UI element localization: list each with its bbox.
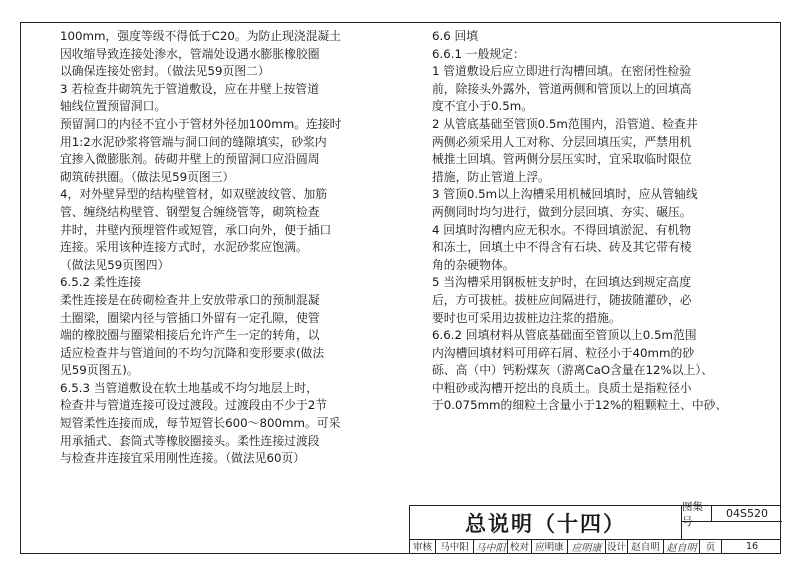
text-line: 2 从管底基础至管顶0.5m范围内，沿管道、检查井 bbox=[432, 116, 698, 131]
design-label: 设计 bbox=[606, 539, 628, 553]
text-line: 后，方可拔桩。拔桩应间隔进行，随拔随灌砂，必 bbox=[432, 292, 692, 307]
text-line: 要时也可采用边拔桩边注浆的措施。 bbox=[432, 310, 621, 325]
text-line: 短管柔性连接而成，每节短管长600～800mm。可采 bbox=[60, 416, 341, 431]
title-block bbox=[409, 500, 781, 554]
text-line: 械推土回填。管两侧分层压实时，宜采取临时限位 bbox=[432, 152, 692, 167]
text-line: 端的橡胶圈与圈梁相接后允许产生一定的转角，以 bbox=[60, 328, 320, 343]
text-line: 6.5.2 柔性连接 bbox=[60, 275, 141, 290]
review-label: 审核 bbox=[410, 539, 436, 553]
text-line: 砌筑砖拱圈。（做法见59页图三） bbox=[60, 169, 235, 184]
text-line: 宜掺入微膨胀剂。砖砌井壁上的预留洞口应沿圆周 bbox=[60, 152, 320, 167]
page-number: 16 bbox=[745, 540, 759, 552]
text-line: 4，对外壁异型的结构壁管材，如双壁波纹管、加筋 bbox=[60, 187, 328, 202]
text-line: 预留洞口的内径不宜小于管材外径加100mm。连接时 bbox=[60, 116, 342, 131]
text-line: 与检查井连接宜采用刚性连接。（做法见60页） bbox=[60, 451, 306, 466]
text-line: 4 回填时沟槽内应无积水。不得回填淤泥、有机物 bbox=[432, 222, 691, 237]
text-line: 前，除接头外露外，管道两侧和管顶以上的回填高 bbox=[432, 81, 692, 96]
text-line: 两侧同时均匀进行，做到分层回填、夯实、碾压。 bbox=[432, 204, 692, 219]
text-line: 轴线位置预留洞口。 bbox=[60, 99, 167, 114]
text-line: 柔性连接是在砖砌检查井上安放带承口的预制混凝 bbox=[60, 292, 320, 307]
text-line: 中粗砂或沟槽开挖出的良质土。良质土是指粒径小 bbox=[432, 380, 692, 395]
text-line: 检查井与管道连接可设过渡段。过渡段由不少于2节 bbox=[60, 398, 328, 413]
text-line: 3 若检查井砌筑先于管道敷设，应在井壁上按管道 bbox=[60, 81, 319, 96]
text-line: 内沟槽回填材料可用碎石屑、粒径小于40mm的砂 bbox=[432, 345, 695, 360]
text-line: 5 当沟槽采用钢板桩支护时，在回填达到规定高度 bbox=[432, 275, 691, 290]
text-line: 度不宜小于0.5m。 bbox=[432, 99, 534, 114]
text-line: 100mm，强度等级不得低于C20。为防止现浇混凝土 bbox=[60, 29, 342, 43]
design-signature: 赵自明 bbox=[664, 539, 700, 553]
text-line: 6.6.1 一般规定： bbox=[432, 46, 525, 61]
right-text-column bbox=[432, 28, 777, 415]
text-line: 1 管道敷设后应立即进行沟槽回填。在密闭性检验 bbox=[432, 64, 691, 79]
text-line: 两侧必须采用人工对称、分层回填压实，严禁用机 bbox=[432, 134, 692, 149]
text-line: 和冻土，回填土中不得含有石块、砖及其它带有棱 bbox=[432, 240, 692, 255]
text-line: （做法见59页图四） bbox=[60, 257, 170, 272]
check-signature: 应明康 bbox=[568, 539, 606, 553]
atlas-label: 图集号 bbox=[682, 506, 712, 522]
text-line: 3 管顶0.5m以上沟槽采用机械回填时，应从管轴线 bbox=[432, 187, 698, 202]
text-line: 用承插式、套筒式等橡胶圈接头。柔性连接过渡段 bbox=[60, 433, 320, 448]
atlas-number: 04S520 bbox=[712, 506, 782, 522]
text-line: 砾、高（中）钙粉煤灰（游离CaO含量在12%以上）、 bbox=[432, 363, 714, 378]
text-line: 适应检查井与管道间的不均匀沉降和变形要求(做法 bbox=[60, 345, 325, 360]
review-signature: 马中阳 bbox=[474, 539, 508, 553]
text-line: 6.6.2 回填材料从管底基础面至管顶以上0.5m范围 bbox=[432, 328, 697, 343]
title-block-signature-row bbox=[410, 539, 781, 553]
text-line: 角的杂硬物体。 bbox=[432, 257, 515, 272]
text-line: 以确保连接处密封。（做法见59页图二） bbox=[60, 64, 270, 79]
check-label: 校对 bbox=[508, 539, 532, 553]
text-line: 措施，防止管道上浮。 bbox=[432, 169, 550, 184]
sheet-title: 总说明（十四） bbox=[410, 506, 682, 539]
review-name: 马中阳 bbox=[436, 539, 474, 553]
text-line: 土圈梁，圈梁内径与管插口外留有一定孔隙，使管 bbox=[60, 310, 320, 325]
text-line: 管、缠绕结构壁管、钢塑复合缠绕管等，砌筑检查 bbox=[60, 204, 320, 219]
check-name: 应明康 bbox=[532, 539, 568, 553]
text-line: 见59页图五)。 bbox=[60, 363, 139, 378]
text-line: 6.5.3 当管道敷设在软土地基或不均匀地层上时， bbox=[60, 380, 318, 395]
text-line: 6.6 回填 bbox=[432, 29, 479, 43]
design-name: 赵自明 bbox=[628, 539, 664, 553]
text-line: 于0.075mm的细粒土含量小于12%的粗颗粒土、中砂、 bbox=[432, 398, 728, 413]
left-text-column bbox=[60, 28, 410, 468]
text-line: 用1:2水泥砂浆将管端与洞口间的缝隙填实，砂浆内 bbox=[60, 134, 327, 149]
text-line: 因收缩导致连接处渗水，管端处设遇水膨胀橡胶圈 bbox=[60, 46, 320, 61]
text-line: 连接。采用该种连接方式时，水泥砂浆应饱满。 bbox=[60, 240, 308, 255]
title-block-top-row bbox=[410, 500, 781, 540]
page-label: 页 bbox=[700, 539, 722, 553]
text-line: 井时，井壁内预埋管件或短管，承口向外，便于插口 bbox=[60, 222, 332, 237]
